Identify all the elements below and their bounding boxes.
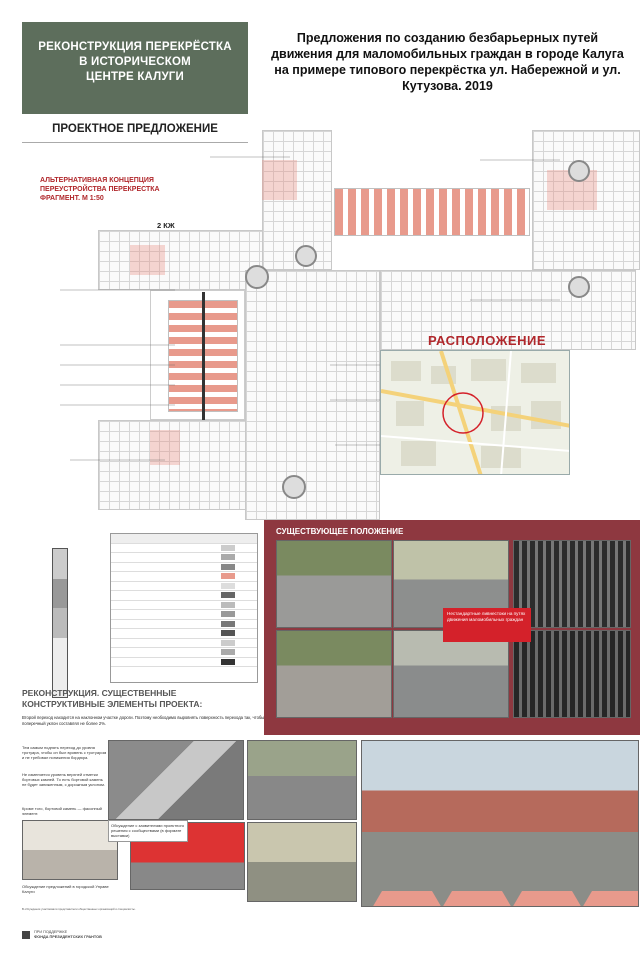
plan-title-line-3: ФРАГМЕНТ. М 1:50 [40, 195, 104, 202]
photo-existing-zebra[interactable] [393, 630, 509, 718]
caption-gov-meeting: Обсуждение предложений в городской Управе Калуги [22, 884, 109, 895]
plan-title-line-1: АЛЬТЕРНАТИВНАЯ КОНЦЕПЦИЯ [40, 177, 154, 184]
reconstruction-para-4: Кроме того, бортовой камень — фасонный элемент. [22, 806, 102, 817]
legend-row [111, 582, 257, 592]
plan-title-line-2: ПЕРЕУСТРОЙСТВА ПЕРЕКРЕСТКА [40, 186, 160, 193]
location-map-drawing [381, 351, 570, 475]
caption-discussion: Обсуждение с заявителями проектного решения с сообществами (в формате выставки) [108, 820, 188, 842]
photo-existing-building[interactable] [276, 630, 392, 718]
title-line-1: РЕКОНСТРУКЦИЯ ПЕРЕКРЁСТКА [38, 41, 232, 53]
poster-subtitle: ПРОЕКТНОЕ ПРЕДЛОЖЕНИЕ [22, 115, 248, 143]
reconstruction-para-1: Второй переход находится на наклонном участке дороги. Поэтому необходимо выровнять поверхность перехода так, чтобы поперечный уклон составлял не более 2%. [22, 715, 265, 726]
legend-header-row [111, 534, 257, 544]
legend-row [111, 563, 257, 573]
title-line-3: ЦЕНТРЕ КАЛУГИ [85, 71, 184, 83]
photo-drain-grate-2[interactable] [513, 630, 631, 718]
render-crossing-2[interactable] [247, 740, 357, 820]
legend-row [111, 601, 257, 611]
legend-row [111, 553, 257, 563]
legend-row [111, 629, 257, 639]
existing-situation-title: СУЩЕСТВУЮЩЕЕ ПОЛОЖЕНИЕ [276, 527, 404, 536]
footer-line-1: ПРИ ПОДДЕРЖКЕ [34, 930, 68, 934]
title-line-2: В ИСТОРИЧЕСКОМ [79, 56, 191, 68]
warning-callout: Нестандартные ливнестоки на путях движения маломобильных граждан [443, 608, 531, 642]
grant-fund-logo [22, 930, 102, 940]
legend-row [111, 658, 257, 668]
render-crossing-1[interactable] [108, 740, 244, 820]
legend-row [111, 544, 257, 554]
legend-row [111, 620, 257, 630]
pavement-section-drawing [52, 548, 68, 698]
building-label: 2 КЖ [157, 221, 175, 230]
location-map[interactable] [380, 350, 570, 475]
legend-row [111, 572, 257, 582]
location-title: РАСПОЛОЖЕНИЕ [428, 333, 546, 348]
footer-line-2: ФОНДА ПРЕЗИДЕНТСКИХ ГРАНТОВ [34, 935, 102, 939]
legend-row [111, 639, 257, 649]
reconstruction-para-2: Тем самым поднять переход до уровня тротуара, чтобы он был вровень с тротуаром и не требовал понижения бордюра. [22, 745, 107, 761]
fund-logo-icon [22, 931, 30, 939]
poster-title-box [22, 22, 248, 114]
render-zebra-stripes [362, 741, 639, 907]
legend-row [111, 648, 257, 658]
materials-legend-table [110, 533, 258, 683]
photo-meeting[interactable] [22, 820, 118, 880]
reconstruction-para-3: Не изменяется уровень верхней отметки бортовых камней. То есть бортовой камень не будет заниженным, с дорожным уклоном. [22, 772, 106, 788]
reconstruction-title: РЕКОНСТРУКЦИЯ. СУЩЕСТВЕННЫЕ КОНСТРУКТИВНЫЕ ЭЛЕМЕНТЫ ПРОЕКТА: [22, 688, 203, 709]
legend-row [111, 591, 257, 601]
footnote: В обсуждении участвовали представители общественных организаций и специалисты. [22, 907, 136, 911]
render-street-view[interactable] [247, 822, 357, 902]
main-heading: Предложения по созданию безбарьерных путей движения для маломобильных граждан в городе Калуга на примере типового перекрёстка ул. Набережной и ул. Кутузова. 2019 [271, 31, 624, 93]
render-crossing-main[interactable] [361, 740, 639, 907]
photo-existing-street[interactable] [276, 540, 392, 628]
legend-row [111, 610, 257, 620]
